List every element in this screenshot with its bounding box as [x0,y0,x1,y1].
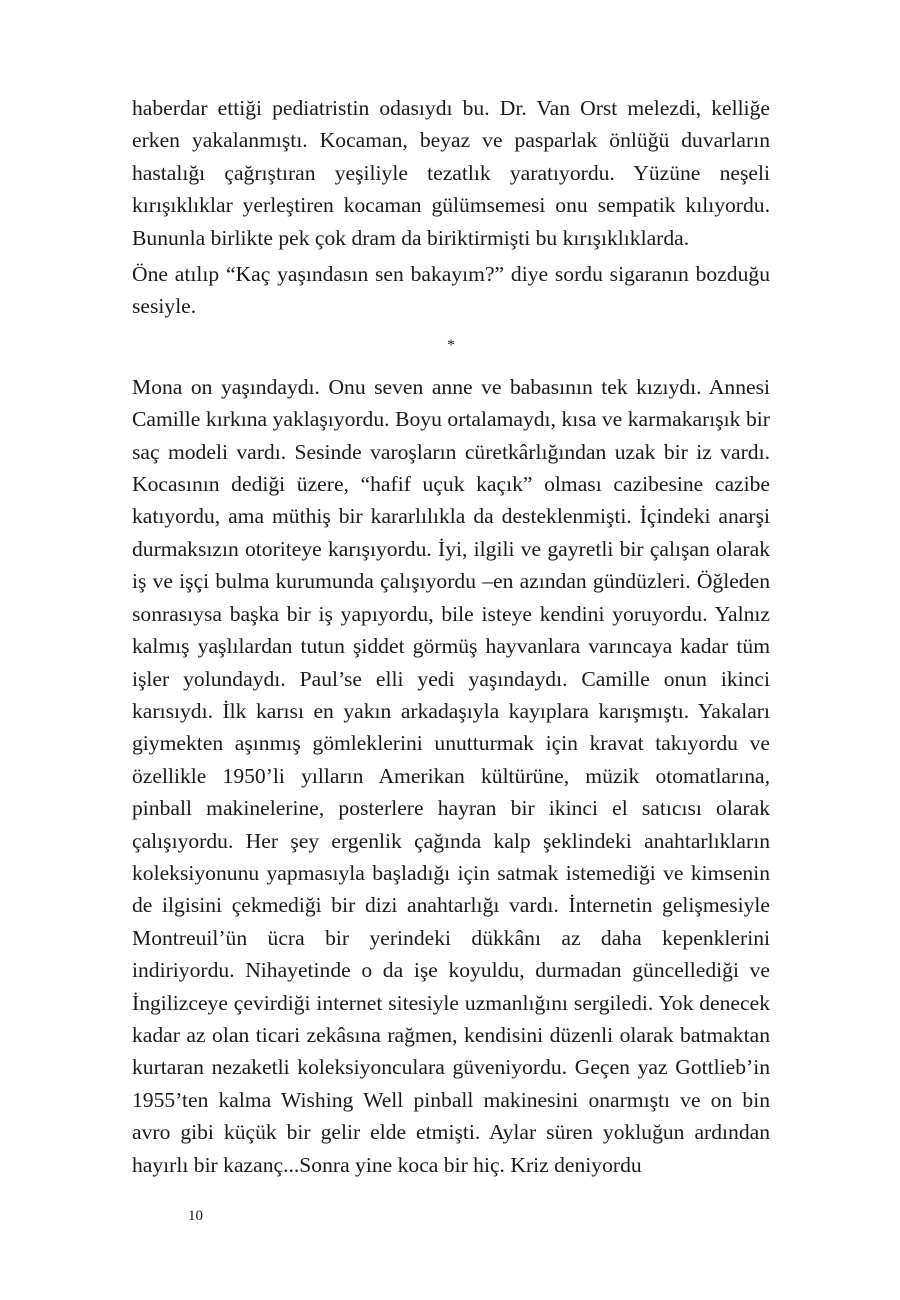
page-body [132,92,770,1181]
paragraph-3: Mona on yaşındaydı. Onu seven anne ve babasının tek kızıydı. Annesi Camille kırkına yaklaşıyordu. Boyu ortalamaydı, kısa ve karmakarışık bir saç modeli vardı. Sesinde varoşların cüretkârlığından uzak bir iz vardı. Kocasının dediği üzere, “hafif uçuk kaçık” olması cazibesine cazibe katıyordu, ama müthiş bir kararlılıkla da desteklenmişti. İçindeki anarşi durmaksızın otoriteye karışıyordu. İyi, ilgili ve gayretli bir çalışan olarak iş ve işçi bulma kurumunda çalışıyordu –en azından gündüzleri. Öğleden sonrasıysa başka bir iş yapıyordu, bile isteye kendini yoruyordu. Yalnız kalmış yaşlılardan tutun şiddet görmüş hayvanlara varıncaya kadar tüm işler yolundaydı. Paul’se elli yedi yaşındaydı. Camille onun ikinci karısıydı. İlk karısı en yakın arkadaşıyla kayıplara karışmıştı. Yakaları giymekten aşınmış gömleklerini unutturmak için kravat takıyordu ve özellikle 1950’li yılların Amerikan kültürüne, müzik otomatlarına, pinball makinelerine, posterlere hayran bir ikinci el satıcısı olarak çalışıyordu. Her şey ergenlik çağında kalp şeklindeki anahtarlıkların koleksiyonunu yapmasıyla başladığı için satmak istemediği ve kimsenin de ilgisini çekmediği bir dizi anahtarlığı vardı. İnternetin gelişmesiyle Montreuil’ün ücra bir yerindeki dükkânı az daha kepenklerini indiriyordu. Nihayetinde o da işe koyuldu, durmadan güncellediği ve İngilizceye çevirdiği internet sitesiyle uzmanlığını sergiledi. Yok denecek kadar az olan ticari zekâsına rağmen, kendisini düzenli olarak batmaktan kurtaran nezaketli koleksiyonculara güveniyordu. Geçen yaz Gottlieb’in 1955’ten kalma Wishing Well pinball makinesini onarmıştı ve on bin avro gibi küçük bir gelir elde etmişti. Aylar süren yokluğun ardından hayırlı bir kazanç...Sonra yine koca bir hiç. Kriz deniyordu [132,374,770,1177]
paragraph-2: Öne atılıp “Kaç yaşındasın sen bakayım?” diye sordu sigaranın bozduğu sesiyle. [132,262,770,319]
page-number: 10 [188,1208,203,1224]
paragraph-1: haberdar ettiği pediatristin odasıydı bu. Dr. Van Orst melezdi, kelliğe erken yakalanmıştı. Kocaman, beyaz ve pasparlak önlüğü duvarların hastalığı çağrıştıran yeşiliyle tezatlık yaratıyordu. Yüzüne neşeli kırışıklıklar yerleştiren kocaman gülümsemesi onu sempatik kılıyordu. Bununla birlikte pek çok dram da biriktirmişti bu kırışıklıklarda. [132,96,770,250]
section-separator: * [447,336,455,354]
